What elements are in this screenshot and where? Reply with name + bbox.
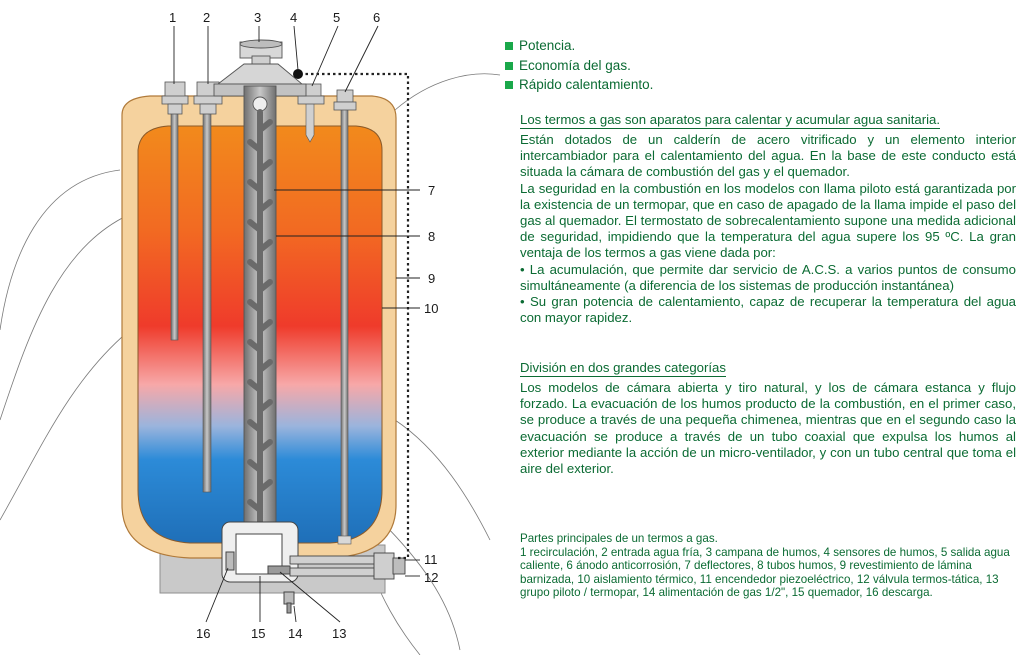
- smoke-sensor-dot: [293, 69, 303, 79]
- label-8: 8: [428, 229, 436, 244]
- label-13: 13: [332, 626, 347, 641]
- label-16: 16: [196, 626, 211, 641]
- paragraph: • La acumulación, que permite dar servicio de A.C.S. a varios puntos de consumo simultáneamente (a diferencia de los sistemas de producción instantánea): [520, 261, 1016, 293]
- green-square-icon: [505, 81, 513, 89]
- feature-list: [505, 36, 1017, 95]
- paragraph: Los modelos de cámara abierta y tiro natural, y los de cámara estanca y flujo forzado. La evacuación de los humos producto de la combustión, en el primer caso, se produce a través de una pequeña chimenea, mientras que en el segundo caso la evacuación se produce a través de un tubo coaxial que expulsa los humos al exterior mediante la acción de un micro-ventilador, y con un tubo central que toma el aire del exterior.: [520, 380, 1016, 477]
- label-5: 5: [333, 10, 341, 25]
- label-14: 14: [288, 626, 303, 641]
- label-7: 7: [428, 183, 436, 198]
- text-panel: [505, 36, 1017, 600]
- label-11: 11: [424, 552, 438, 567]
- label-12: 12: [424, 570, 439, 585]
- label-15: 15: [251, 626, 266, 641]
- section-categories-heading: División en dos grandes categorías: [520, 360, 726, 375]
- label-6: 6: [373, 10, 381, 25]
- label-3: 3: [254, 10, 262, 25]
- parts-list: 1 recirculación, 2 entrada agua fría, 3 campana de humos, 4 sensores de humos, 5 salida agua caliente, 6 ánodo anticorrosión, 7 deflectores, 8 tubos humos, 9 revestimiento de lámina barnizada, 10 aislamiento térmico, 11 encendedor piezoeléctrico, 12 válvula termos-tática, 13 grupo piloto / termopar, 14 alimentación de gas 1/2", 15 quemador, 16 descarga.: [520, 545, 1010, 600]
- anode-rod: [341, 108, 348, 540]
- feature-item: [505, 36, 1017, 56]
- feature-text: Economía del gas.: [519, 57, 631, 73]
- green-square-icon: [505, 42, 513, 50]
- label-9: 9: [428, 271, 436, 286]
- parts-title: Partes principales de un termos a gas.: [520, 532, 718, 545]
- paragraph: • Su gran potencia de calentamiento, capaz de recuperar la temperatura del agua con mayor rapidez.: [520, 294, 1016, 326]
- water-heater-diagram: [0, 0, 505, 655]
- hot-water-outlet: [306, 100, 314, 142]
- parts-caption: [520, 532, 1016, 600]
- section-intro-heading: Los termos a gas son aparatos para calentar y acumular agua sanitaria.: [520, 112, 941, 127]
- cold-water-pipe: [203, 96, 211, 492]
- recirculation-pipe: [171, 96, 178, 340]
- feature-item: [505, 56, 1017, 76]
- label-1: 1: [169, 10, 177, 25]
- feature-text: Rápido calentamiento.: [519, 77, 654, 92]
- paragraph: Están dotados de un calderín de acero vitrificado y un elemento interior intercambiador para el calentamiento del agua. En la base de este conducto está situada la cámara de combustión del gas y el quemador.: [520, 132, 1016, 180]
- green-square-icon: [505, 62, 513, 70]
- feature-text: Potencia.: [519, 38, 576, 53]
- label-10: 10: [424, 301, 439, 316]
- label-4: 4: [290, 10, 298, 25]
- section-categories: [520, 360, 1016, 477]
- feature-item: [505, 75, 1017, 95]
- label-2: 2: [203, 10, 211, 25]
- paragraph: La seguridad en la combustión en los modelos con llama piloto está garantizada por la existencia de un termopar, que en caso de apagado de la llama impide el paso del gas al quemador. El termostato de sobrecalentamiento supone una medida adicional de seguridad, impidiendo que la temperatura del agua supere los 95 ºC. La gran ventaja de los termos a gas viene dada por:: [520, 180, 1016, 261]
- section-intro: [520, 112, 1016, 326]
